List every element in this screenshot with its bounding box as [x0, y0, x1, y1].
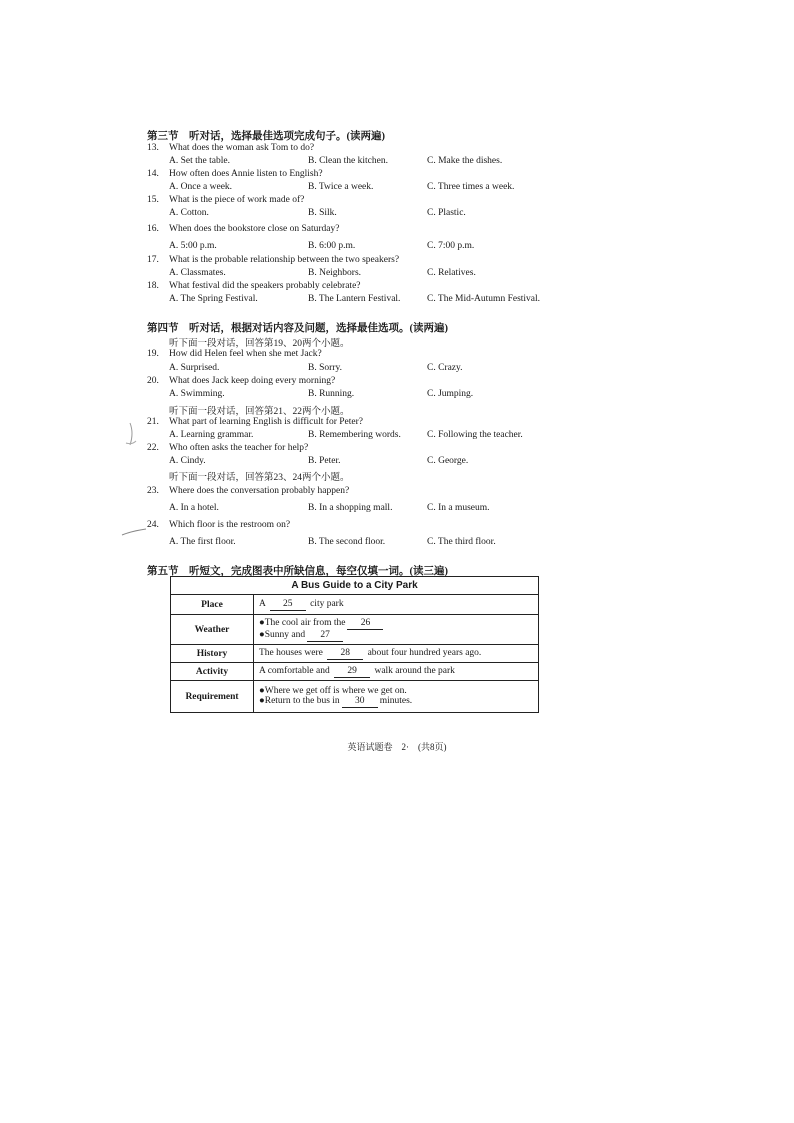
option-b: B. Sorry.: [308, 363, 342, 373]
option-b: B. Peter.: [308, 456, 341, 466]
question-text: What part of learning English is difficult for Peter?: [169, 417, 363, 427]
question-text: How often does Annie listen to English?: [169, 169, 323, 179]
text: walk around the park: [374, 665, 455, 676]
option-c: C. The Mid-Autumn Festival.: [427, 294, 541, 304]
blank-25: 25: [270, 599, 306, 611]
page-footer: 英语试题卷 2· (共8页): [347, 742, 447, 752]
question-text: What does the woman ask Tom to do?: [169, 143, 315, 153]
question-text: Who often asks the teacher for help?: [169, 443, 309, 453]
question-number: 22.: [147, 443, 159, 453]
question-text: When does the bookstore close on Saturday?: [169, 224, 340, 234]
blank-28: 28: [327, 648, 363, 660]
row-content: [254, 663, 539, 681]
option-a: A. Surprised.: [169, 363, 220, 373]
option-c: C. Three times a week.: [427, 182, 515, 192]
question-text: What does Jack keep doing every morning?: [169, 376, 336, 386]
row-label: Activity: [171, 663, 254, 681]
question-text: What festival did the speakers probably celebrate?: [169, 281, 361, 291]
question-text: Which floor is the restroom on?: [169, 520, 291, 530]
option-b: B. 6:00 p.m.: [308, 241, 356, 251]
section5-heading: 第五节 听短文，完成图表中所缺信息，每空仅填一词。(读三遍): [147, 566, 448, 577]
option-a: A. Classmates.: [169, 268, 226, 278]
row-content: [254, 645, 539, 663]
row-content: [254, 615, 539, 645]
row-content: [254, 595, 539, 615]
option-a: A. Learning grammar.: [169, 430, 254, 440]
option-c: C. The third floor.: [427, 537, 496, 547]
blank-27: 27: [307, 630, 343, 642]
question-number: 17.: [147, 255, 159, 265]
option-b: B. Silk.: [308, 208, 337, 218]
blank-29: 29: [334, 666, 370, 678]
option-c: C. Make the dishes.: [427, 156, 503, 166]
option-a: A. Cindy.: [169, 456, 206, 466]
row-label: History: [171, 645, 254, 663]
question-text: What is the piece of work made of?: [169, 195, 305, 205]
question-text: Where does the conversation probably happen?: [169, 486, 350, 496]
bus-guide-table: [170, 576, 539, 713]
question-number: 16.: [147, 224, 159, 234]
option-b: B. Running.: [308, 389, 355, 399]
question-text: How did Helen feel when she met Jack?: [169, 349, 322, 359]
option-b: B. Clean the kitchen.: [308, 156, 388, 166]
section4-note-1: 听下面一段对话，回答第19、20两个小题。: [169, 339, 350, 349]
text: A: [259, 598, 266, 609]
text: A comfortable and: [259, 665, 330, 676]
option-b: B. In a shopping mall.: [308, 503, 393, 513]
section4-note-3: 听下面一段对话，回答第23、24两个小题。: [169, 473, 350, 483]
question-number: 20.: [147, 376, 159, 386]
question-text: What is the probable relationship between the two speakers?: [169, 255, 400, 265]
text: about four hundred years ago.: [367, 647, 482, 658]
option-a: A. Set the table.: [169, 156, 230, 166]
option-b: B. Twice a week.: [308, 182, 374, 192]
row-label: Place: [171, 595, 254, 615]
pencil-marks: [118, 415, 148, 545]
option-a: A. The Spring Festival.: [169, 294, 258, 304]
table-row-activity: [171, 663, 539, 681]
option-c: C. Plastic.: [427, 208, 466, 218]
text: minutes.: [379, 695, 413, 706]
option-c: C. In a museum.: [427, 503, 490, 513]
section3-heading: 第三节 听对话，选择最佳选项完成句子。(读两遍): [147, 131, 385, 142]
section4-heading: 第四节 听对话，根据对话内容及问题，选择最佳选项。(读两遍): [147, 323, 448, 334]
text: ●The cool air from the: [259, 617, 346, 628]
question-number: 15.: [147, 195, 159, 205]
option-c: C. Relatives.: [427, 268, 476, 278]
question-number: 18.: [147, 281, 159, 291]
option-b: B. Neighbors.: [308, 268, 362, 278]
option-a: A. In a hotel.: [169, 503, 219, 513]
option-a: A. The first floor.: [169, 537, 236, 547]
option-a: A. Cotton.: [169, 208, 209, 218]
question-number: 21.: [147, 417, 159, 427]
table-row-place: [171, 595, 539, 615]
blank-30: 30: [342, 696, 378, 708]
table-row-weather: [171, 615, 539, 645]
option-c: C. George.: [427, 456, 469, 466]
text: ●Sunny and: [259, 629, 306, 640]
option-a: A. Swimming.: [169, 389, 225, 399]
text: ●Return to the bus in: [259, 695, 340, 706]
question-number: 13.: [147, 143, 159, 153]
table-row-requirement: [171, 681, 539, 713]
option-c: C. Following the teacher.: [427, 430, 523, 440]
text: city park: [310, 598, 344, 609]
text: ●Where we get off is where we get on.: [259, 685, 407, 696]
question-number: 19.: [147, 349, 159, 359]
blank-26: 26: [347, 618, 383, 630]
option-c: C. Crazy.: [427, 363, 463, 373]
row-label: Weather: [171, 615, 254, 645]
row-label: Requirement: [171, 681, 254, 713]
option-a: A. 5:00 p.m.: [169, 241, 217, 251]
text: The houses were: [259, 647, 323, 658]
table-row-history: [171, 645, 539, 663]
row-content: [254, 681, 539, 713]
section4-note-2: 听下面一段对话，回答第21、22两个小题。: [169, 407, 350, 417]
question-number: 14.: [147, 169, 159, 179]
option-b: B. The Lantern Festival.: [308, 294, 401, 304]
question-number: 23.: [147, 486, 159, 496]
table-title: A Bus Guide to a City Park: [171, 577, 539, 595]
option-c: C. 7:00 p.m.: [427, 241, 475, 251]
option-c: C. Jumping.: [427, 389, 474, 399]
question-number: 24.: [147, 520, 159, 530]
option-b: B. The second floor.: [308, 537, 386, 547]
option-b: B. Remembering words.: [308, 430, 401, 440]
option-a: A. Once a week.: [169, 182, 233, 192]
